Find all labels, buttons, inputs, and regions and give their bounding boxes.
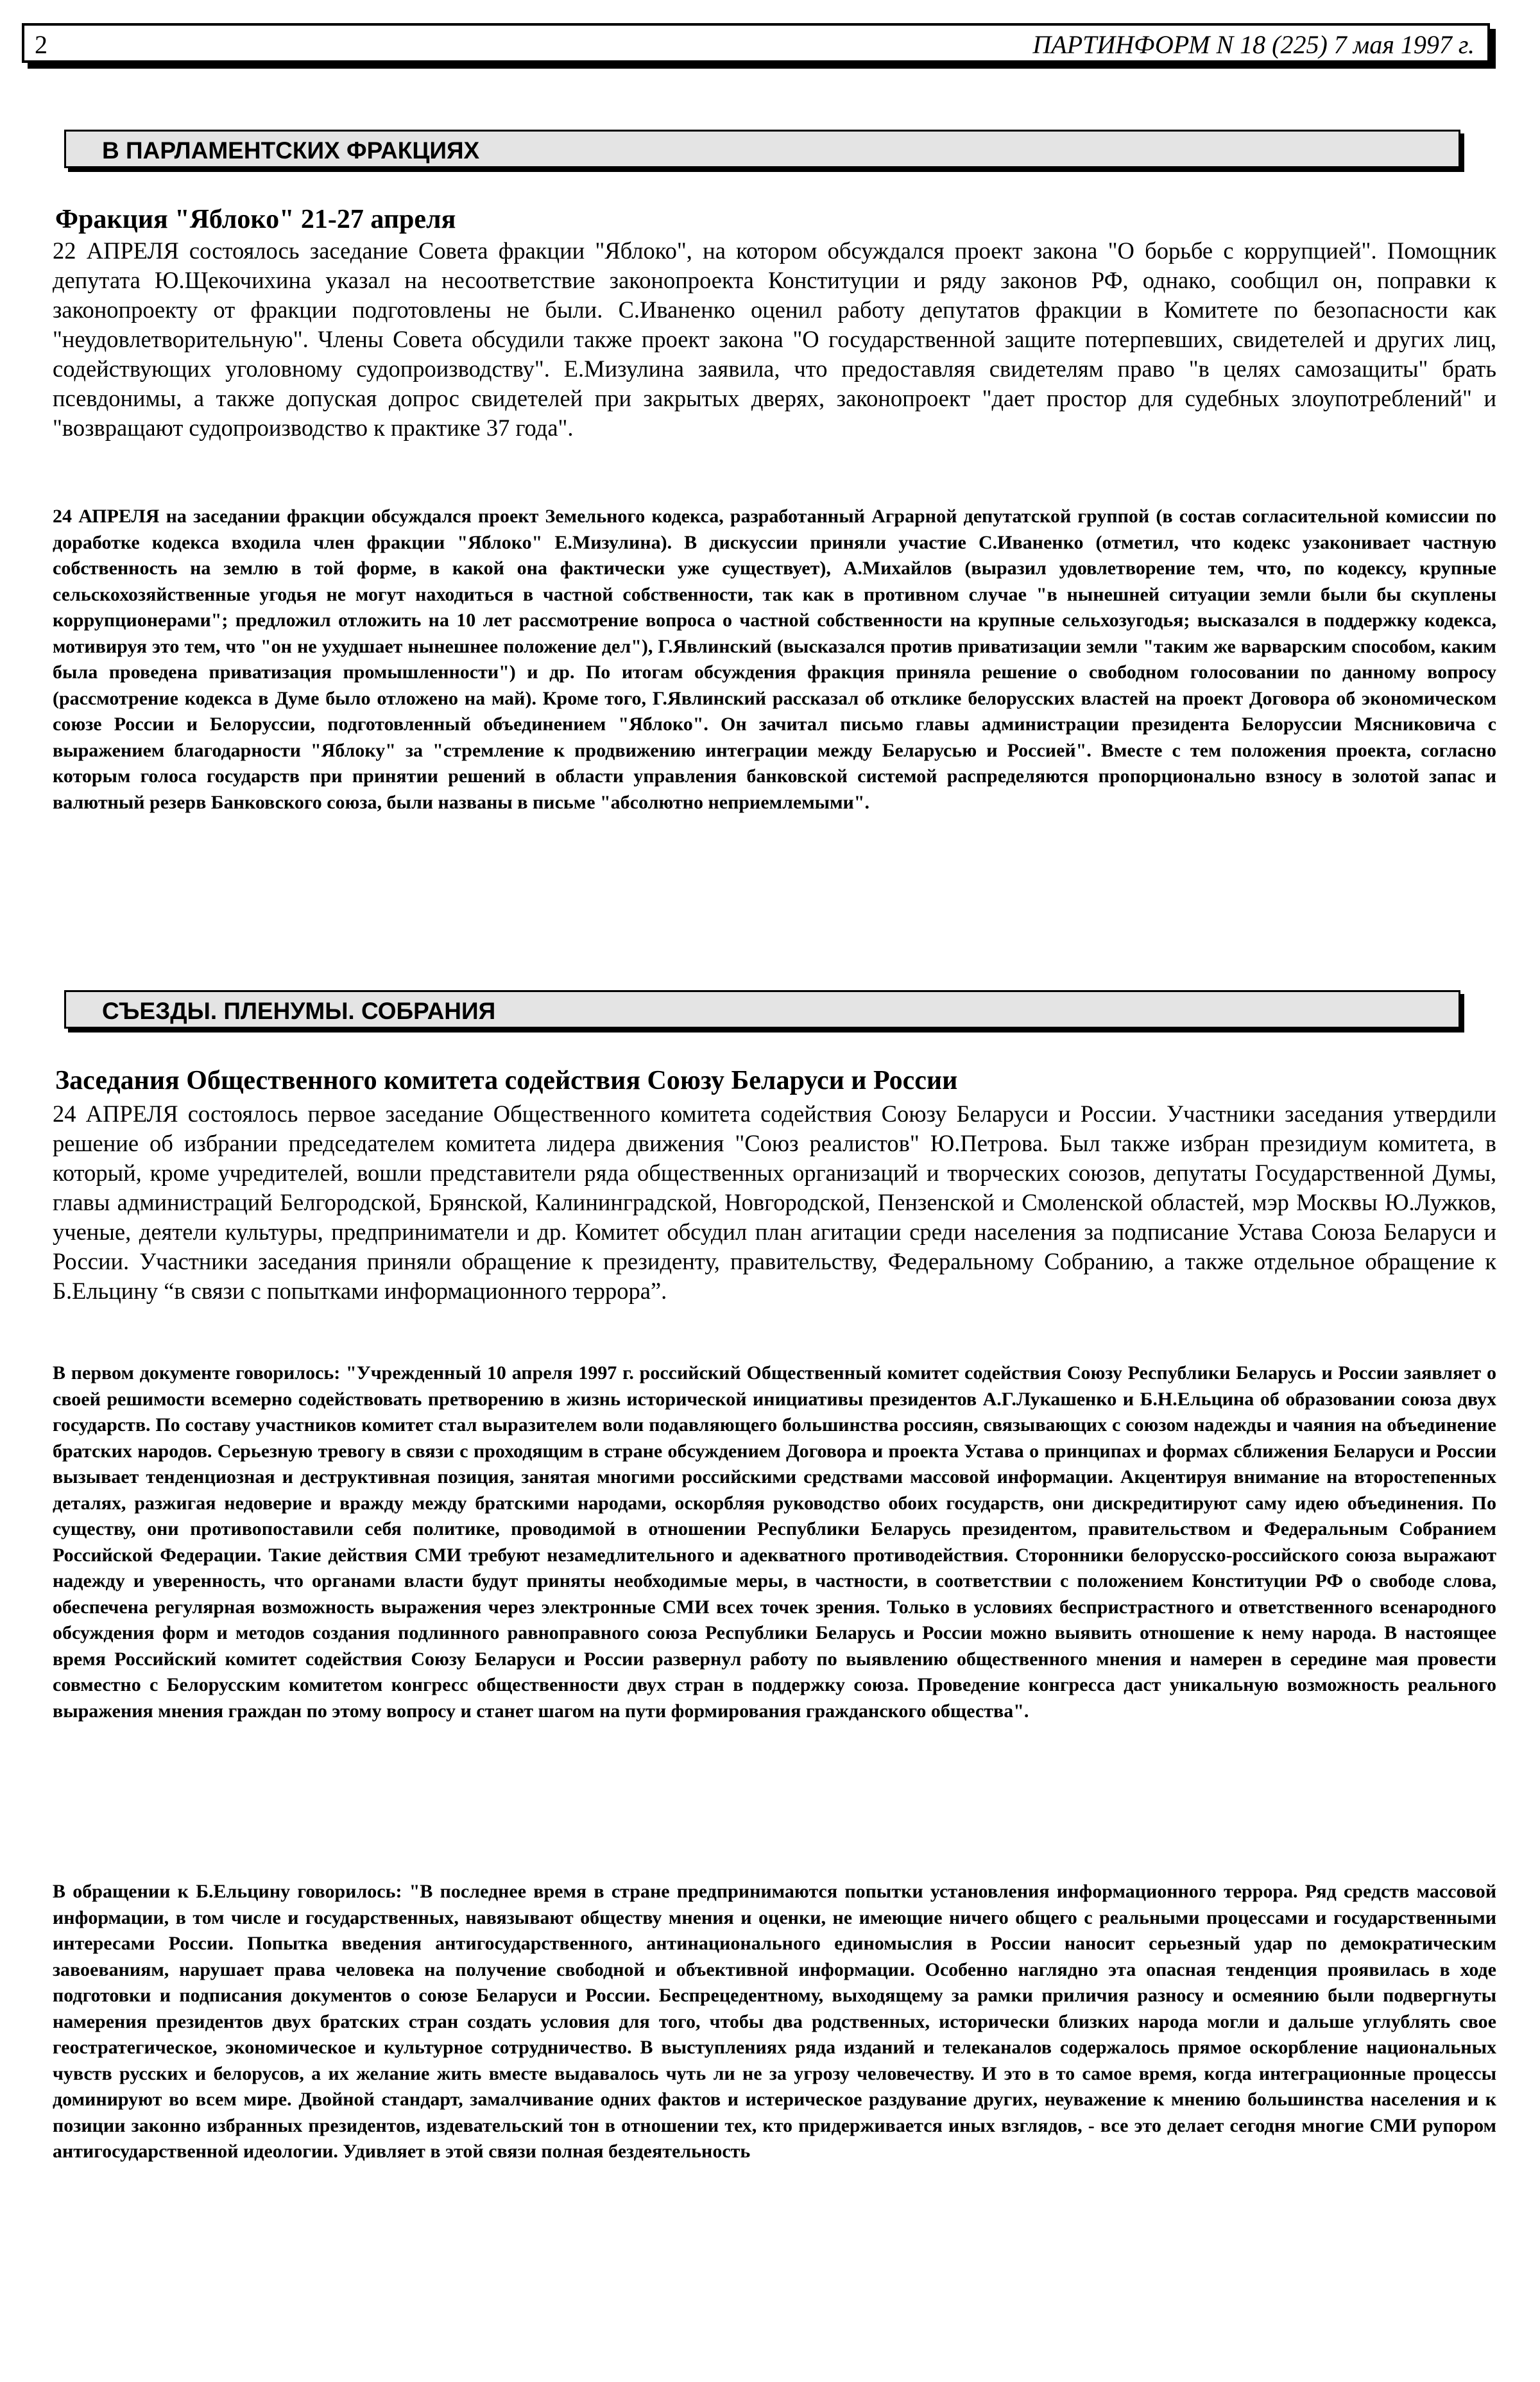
article-heading: Заседания Общественного комитета содействия Союзу Беларуси и России bbox=[55, 1066, 958, 1095]
article-heading: Фракция "Яблоко" 21-27 апреля bbox=[55, 205, 456, 234]
page-number: 2 bbox=[35, 30, 47, 59]
article-paragraph: 22 АПРЕЛЯ состоялось заседание Совета фракции "Яблоко", на котором обсуждался проект закона "О борьбе с коррупцией". Помощник депутата Ю.Щекочихина указал на несоответствие законопроекта Конституции и ряду законов РФ, однако, сообщил он, поправки к законопроекту от фракции подготовлены не были. С.Иваненко оценил работу депутатов фракции в Комитете по безопасности как "неудовлетворительную". Члены Совета обсудили также проект закона "О государственной защите потерпевших, свидетелей и других лиц, содействующих уголовному судопроизводству". Е.Мизулина заявила, что предоставляя свидетелям право "в целях самозащиты" брать псевдонимы, а также допуская допрос свидетелей при закрытых дверях, законопроект "дает простор для судебных злоупотреблений" и "возвращают судопроизводство к практике 37 года". bbox=[53, 237, 1496, 441]
page-header bbox=[22, 23, 1490, 63]
article-paragraph: 24 АПРЕЛЯ состоялось первое заседание Общественного комитета содействия Союзу Беларуси и России. Участники заседания утвердили решение об избрании председателем комитета лидера движения "Союз реалистов" Ю.Петрова. Был также избран президиум комитета, в который, кроме учредителей, вошли представители ряда общественных организаций и творческих союзов, депутаты Государственной Думы, главы администраций Белгородской, Брянской, Калининградской, Новгородской, Пензенской и Смоленской областей, мэр Москвы Ю.Лужков, ученые, деятели культуры, предприниматели и др. Комитет обсудил план агитации среди населения за подписание Устава Союза Беларуси и России. Участники заседания приняли обращение к президенту, правительству, Федеральному Собранию, а также отдельное обращение к Б.Ельцину “в связи с попытками информационного террора”. bbox=[53, 1101, 1496, 1304]
section-bar-congresses bbox=[64, 990, 1460, 1029]
article-paragraph: В обращении к Б.Ельцину говорилось: "В последнее время в стране предпринимаются попытки установления информационного террора. Ряд средств массовой информации, в том числе и государственных, навязывают обществу мнения и оценки, не имеющие ничего общего с реальными процессами и государственными интересами России. Попытка введения антигосударственного, антинационального единомыслия в России наносит серьезный удар по демократическим завоеваниям, нарушает права человека на получение свободной и объективной информации. Особенно наглядно эта опасная тенденция проявилась в ходе подготовки и подписания документов о союзе Беларуси и России. Беспрецедентному, выходящему за рамки приличия разносу и осмеянию были подвергнуты намерения президентов двух братских стран создать условия для того, чтобы два родственных, исторически близких народа могли и дальше углублять свое геостратегическое, экономическое и культурное сотрудничество. В выступлениях ряда изданий и телеканалов содержалось прямое оскорбление национальных чувств русских и белорусов, а их желание жить вместе выдавалось чуть ли не за угрозу человечеству. И это в то самое время, когда интеграционные процессы доминируют во всем мире. Двойной стандарт, замалчивание одних фактов и истерическое раздувание других, неуважение к мнению большинства населения и к позиции законно избранных президентов, издевательский тон в отношении тех, кто придерживается иных взглядов, - все это делает сегодня многие СМИ рупором антигосударственной идеологии. Удивляет в этой связи полная бездеятельность bbox=[53, 1881, 1496, 2162]
section-title: СЪЕЗДЫ. ПЛЕНУМЫ. СОБРАНИЯ bbox=[102, 998, 496, 1024]
section-title: В ПАРЛАМЕНТСКИХ ФРАКЦИЯХ bbox=[102, 137, 480, 164]
issue-line: ПАРТИНФОРМ N 18 (225) 7 мая 1997 г. bbox=[1032, 30, 1475, 59]
article-paragraph: В первом документе говорилось: "Учрежденный 10 апреля 1997 г. российский Общественный комитет содействия Союзу Республики Беларусь и России заявляет о своей решимости всемерно содействовать претворению в жизнь исторической инициативы президентов А.Г.Лукашенко и Б.Н.Ельцина об образовании союза двух государств. По составу участников комитет стал выразителем воли подавляющего большинства россиян, связывающих с союзом надежды и чаяния на объединение братских народов. Серьезную тревогу в связи с проходящим в стране обсуждением Договора и проекта Устава о принципах и формах сближения Беларуси и России вызывает тенденциозная и деструктивная позиция, занятая многими российскими средствами массовой информации. Акцентируя внимание на второстепенных деталях, разжигая недоверие и вражду между братскими народами, оскорбляя руководство обоих государств, они дискредитируют саму идею объединения. По существу, они противопоставили себя политике, проводимой в отношении Республики Беларусь президентом, правительством и Федеральным Собранием Российской Федерации. Такие действия СМИ требуют незамедлительного и адекватного противодействия. Сторонники белорусско-российского союза выражают надежду и уверенность, что органами власти будут приняты необходимые меры, в частности, в соответствии с положением Конституции РФ о свободе слова, обеспечена регулярная возможность выражения через электронные СМИ всех точек зрения. Только в условиях беспристрастного и ответственного всенародного обсуждения форм и методов создания подлинного равноправного союза Республики Беларусь и России можно выявить отношение к нему народа. В настоящее время Российский комитет содействия Союзу Беларуси и России развернул работу по выявлению общественного мнения и намерен в середине мая провести совместно с Белорусским комитетом конгресс общественности двух стран в поддержку союза. Проведение конгресса даст уникальную возможность реального выражения мнения граждан по этому вопросу и станет шагом на пути формирования гражданского общества". bbox=[53, 1362, 1496, 1722]
section-bar-parliament bbox=[64, 130, 1460, 168]
article-paragraph: 24 АПРЕЛЯ на заседании фракции обсуждался проект Земельного кодекса, разработанный Аграрной депутатской группой (в состав согласительной комиссии по доработке кодекса входила член фракции "Яблоко" Е.Мизулина). В дискуссии приняли участие С.Иваненко (отметил, что кодекс узаконивает частную собственность на землю в той форме, в какой она фактически уже существует), А.Михайлов (выразил удовлетворение тем, что, по кодексу, крупные сельскохозяйственные угодья не могут находиться в частной собственности, так как в противном случае "в нынешней ситуации земли были бы скуплены коррупционерами"; предложил отложить на 10 лет рассмотрение вопроса о частной собственности на крупные сельхозугодья; высказался в поддержку кодекса, мотивируя это тем, что "он не ухудшает нынешнее положение дел"), Г.Явлинский (высказался против приватизации земли "таким же варварским способом, каким была проведена приватизация промышленности") и др. По итогам обсуждения фракция приняла решение о свободном голосовании по данному вопросу (рассмотрение кодекса в Думе было отложено на май). Кроме того, Г.Явлинский рассказал об отклике белорусских властей на проект Договора об экономическом союзе России и Белоруссии, подготовленный объединением "Яблоко". Он зачитал письмо главы администрации президента Белоруссии Мясниковича с выражением благодарности "Яблоку" за "стремление к продвижению интеграции между Беларусью и Россией". Вместе с тем положения проекта, согласно которым голоса государств при принятии решений в области управления банковской системой распределяются пропорционально взносу в золотой запас и валютный резерв Банковского союза, были названы в письме "абсолютно неприемлемыми". bbox=[53, 506, 1496, 813]
